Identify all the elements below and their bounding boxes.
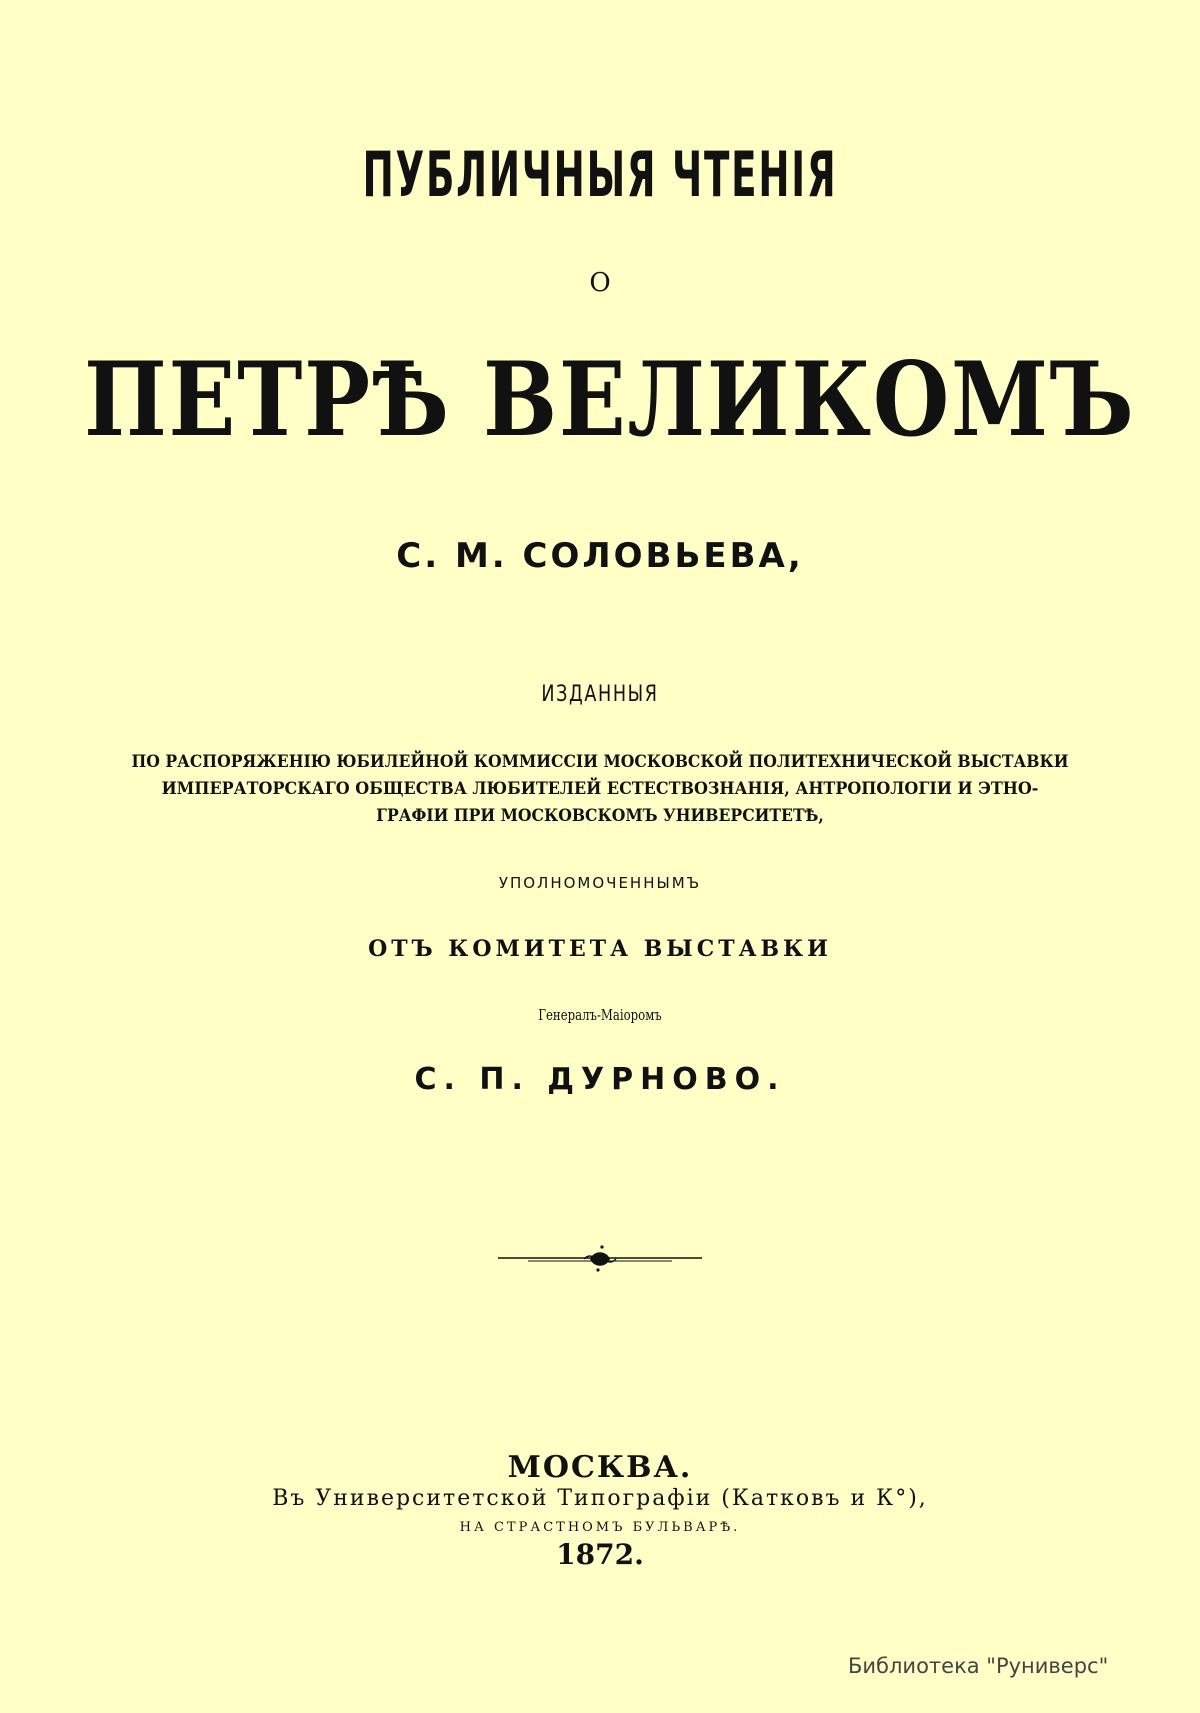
ornament-divider [498,1244,702,1274]
authorized-label: УПОЛНОМОЧЕННЫМЪ [498,874,702,892]
published-label: ИЗДАННЫЯ [541,682,659,707]
imprint-year: 1872. [556,1538,644,1571]
person-name: С. П. ДУРНОВО. [414,1062,786,1097]
title-line-1: ПУБЛИЧНЫЯ ЧТЕНІЯ [362,138,838,211]
order-line-3: ГРАФІИ ПРИ МОСКОВСКОМЪ УНИВЕРСИТЕТѢ, [376,806,824,826]
imprint-city: МОСКВА. [507,1450,693,1485]
order-line-1: ПО РАСПОРЯЖЕНІЮ ЮБИЛЕЙНОЙ КОММИССІИ МОСКОВСКОЙ ПОЛИТЕХНИЧЕСКОЙ ВЫСТАВКИ [131,752,1069,772]
library-watermark: Библиотека "Руниверс" [848,1654,1109,1678]
publication-order [0,749,1200,830]
title-line-2: ПЕТРѢ ВЕЛИКОМЪ [84,340,1136,460]
order-line-2: ИМПЕРАТОРСКАГО ОБЩЕСТВА ЛЮБИТЕЛЕЙ ЕСТЕСТВОЗНАНІЯ, АНТРОПОЛОГІИ И ЭТНО- [161,779,1039,799]
committee-label: ОТЪ КОМИТЕТА ВЫСТАВКИ [368,936,832,962]
imprint-address: НА СТРАСТНОМЪ БУЛЬВАРѢ. [459,1520,741,1535]
rank-label: Генералъ-Маіоромъ [538,1006,662,1024]
author-name: С. М. СОЛОВЬЕВА, [396,536,804,576]
imprint-press: Въ Университетской Типографіи (Катковъ и К°), [272,1486,928,1511]
title-preposition: О [589,268,611,298]
